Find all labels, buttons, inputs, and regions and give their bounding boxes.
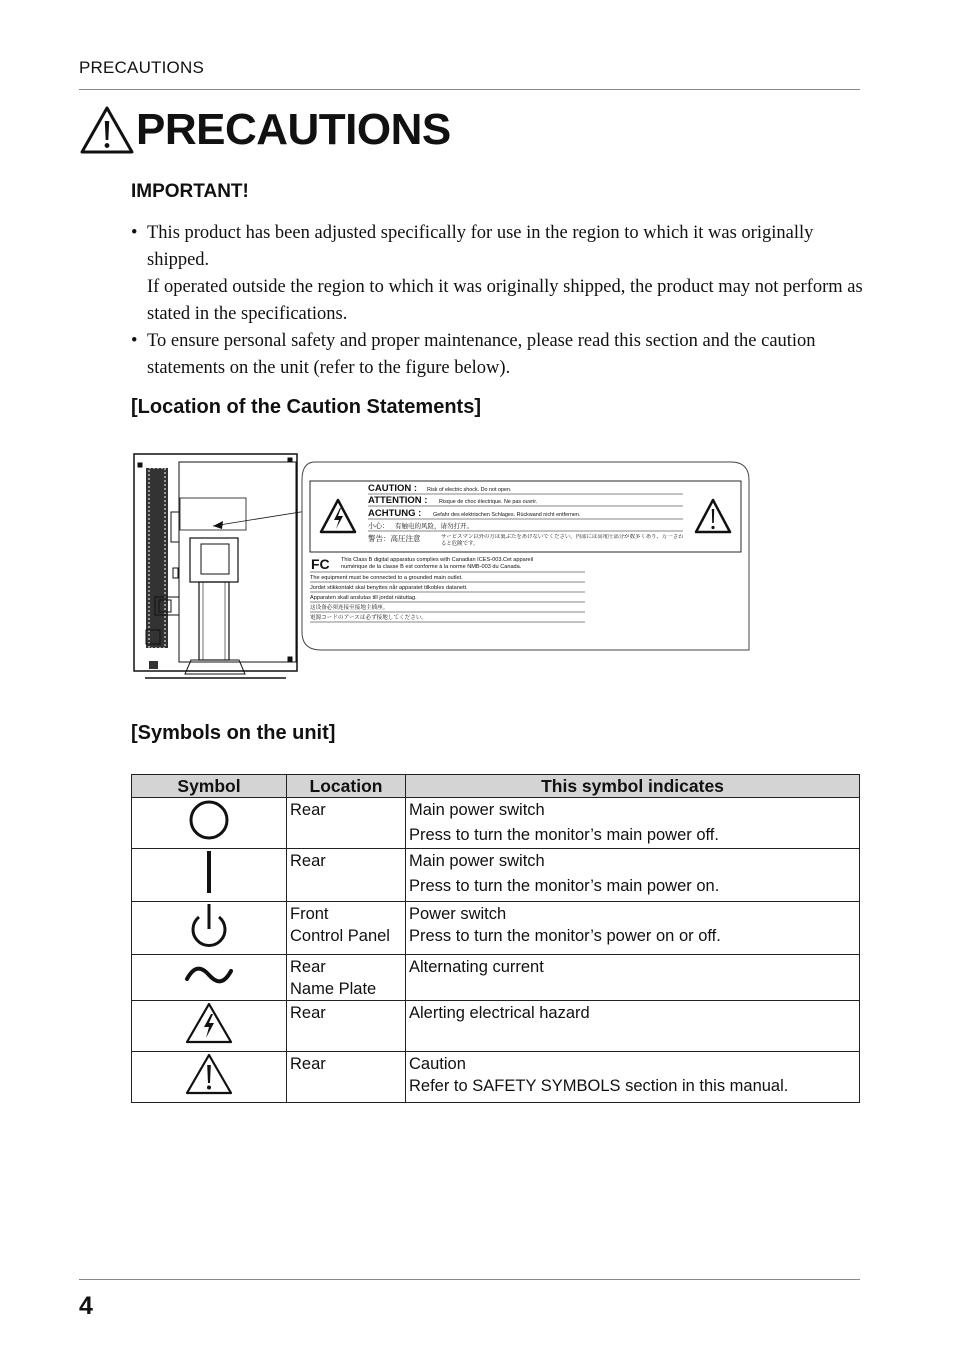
location-cell <box>287 849 406 902</box>
bullet-dot: • <box>131 223 138 243</box>
important-heading: IMPORTANT! <box>131 181 249 202</box>
symbol-cell <box>132 1052 287 1103</box>
bullet-dot: • <box>131 331 138 351</box>
caution-location-figure <box>133 452 753 684</box>
label-key: 警告：高圧注意 <box>368 534 421 543</box>
indicates-text: Main power switch <box>409 852 545 870</box>
bullet-text: This product has been adjusted specifically for use in the region to which it was originally shipped. <box>147 223 814 270</box>
location-text: Rear <box>290 852 326 870</box>
indicates-cell <box>406 902 860 955</box>
location-text: Control Panel <box>290 927 390 945</box>
standby-power-icon <box>187 902 231 948</box>
fcc-text: This Class B digital apparatus complies with Canadian ICES-003.Cet appareil <box>341 557 534 563</box>
location-text: Rear <box>290 1004 326 1022</box>
bullet-text: If operated outside the region to which it was originally shipped, the product may not perform as stated in the specifications. <box>147 277 863 324</box>
bullet-text: To ensure personal safety and proper maintenance, please read this section and the caution statements on the unit (refer to the figure below). <box>147 331 816 378</box>
ground-text: The equipment must be connected to a grounded main outlet. <box>310 575 463 581</box>
label-key: ATTENTION : <box>368 495 428 506</box>
bullet-item <box>131 328 866 382</box>
location-text: Rear <box>290 801 326 819</box>
location-cell <box>287 955 406 1001</box>
location-cell <box>287 902 406 955</box>
fcc-text: numérique de la classe B est conforme à la norme NMB-003 du Canada. <box>341 564 522 570</box>
monitor-rear-illustration <box>134 454 297 678</box>
location-text: Name Plate <box>290 980 377 998</box>
table-row <box>132 1001 860 1052</box>
ground-text: 電源コードのアースは必ず接地してください。 <box>310 615 428 621</box>
indicates-text: Power switch <box>409 905 507 923</box>
title-row <box>79 103 451 157</box>
label-text: Risque de choc électrique. Ne pas ouvrir. <box>439 499 538 505</box>
symbol-cell <box>132 849 287 902</box>
column-header-indicates: This symbol indicates <box>406 775 860 798</box>
ground-text: 这设备必须连接至接地主插座。 <box>310 605 389 611</box>
page-number: 4 <box>79 1292 93 1320</box>
indicates-text: Press to turn the monitor’s main power on. <box>409 877 720 895</box>
location-cell <box>287 798 406 849</box>
symbol-cell <box>132 902 287 955</box>
column-header-location: Location <box>287 775 406 798</box>
header-rule <box>79 89 860 90</box>
ground-text: Jordet stikkontakt skal benyttes når apparatet tilkobles datanett. <box>310 585 468 591</box>
label-text: Gefahr des elektrischen Schlages. Rückwand nicht entfernen. <box>433 512 581 518</box>
symbols-heading: [Symbols on the unit] <box>131 722 336 744</box>
location-heading: [Location of the Caution Statements] <box>131 396 481 418</box>
fcc-logo-mark: FC <box>311 556 330 572</box>
caution-icon <box>184 1052 234 1096</box>
table-row <box>132 955 860 1001</box>
label-key: 小心： <box>368 523 389 530</box>
caution-label-panel <box>302 462 749 650</box>
indicates-text: Press to turn the monitor’s power on or off. <box>409 927 721 945</box>
symbol-cell <box>132 798 287 849</box>
indicates-cell <box>406 955 860 1001</box>
indicates-text: Main power switch <box>409 801 545 819</box>
callout-arrow-head <box>213 521 223 529</box>
table-row <box>132 902 860 955</box>
table-row <box>132 849 860 902</box>
location-text: Rear <box>290 1055 326 1073</box>
label-text: 有触电的风险，请勿打开。 <box>395 523 473 530</box>
location-cell <box>287 1052 406 1103</box>
indicates-cell <box>406 1001 860 1052</box>
page-title: PRECAUTIONS <box>136 105 451 154</box>
symbols-table <box>131 774 860 1103</box>
power-off-circle-icon <box>187 798 231 842</box>
important-bullets <box>131 220 866 382</box>
bullet-item <box>131 220 866 328</box>
table-row <box>132 1052 860 1103</box>
caution-icon <box>79 105 135 155</box>
electrical-hazard-icon <box>184 1001 234 1045</box>
location-text: Rear <box>290 958 326 976</box>
location-text: Front <box>290 905 329 923</box>
symbol-cell <box>132 955 287 1001</box>
indicates-cell <box>406 1052 860 1103</box>
indicates-cell <box>406 849 860 902</box>
running-header: PRECAUTIONS <box>79 58 204 77</box>
indicates-cell <box>406 798 860 849</box>
indicates-text: Refer to SAFETY SYMBOLS section in this manual. <box>409 1077 789 1095</box>
label-key: ACHTUNG : <box>368 508 422 519</box>
location-cell <box>287 1001 406 1052</box>
ground-text: Apparaten skall anslutas till jordat nätuttag. <box>310 595 417 601</box>
power-on-line-icon <box>199 849 219 895</box>
table-row <box>132 798 860 849</box>
indicates-text: Alerting electrical hazard <box>409 1004 590 1022</box>
table-header-row <box>132 775 860 798</box>
indicates-text: Caution <box>409 1055 466 1073</box>
indicates-text: Alternating current <box>409 958 544 976</box>
callout-arrow-line <box>213 510 313 526</box>
label-text: サービスマン以外の方は裏ぶたをあけないでください。内部には高電圧部分が数多くあり、万一さわると危険です。 <box>441 534 684 547</box>
footer-rule <box>79 1279 860 1280</box>
column-header-symbol: Symbol <box>132 775 287 798</box>
label-text: Risk of electric shock. Do not open. <box>427 487 512 493</box>
alternating-current-icon <box>184 960 234 990</box>
label-key: CAUTION : <box>368 483 418 494</box>
indicates-text: Press to turn the monitor’s main power off. <box>409 826 719 844</box>
symbol-cell <box>132 1001 287 1052</box>
